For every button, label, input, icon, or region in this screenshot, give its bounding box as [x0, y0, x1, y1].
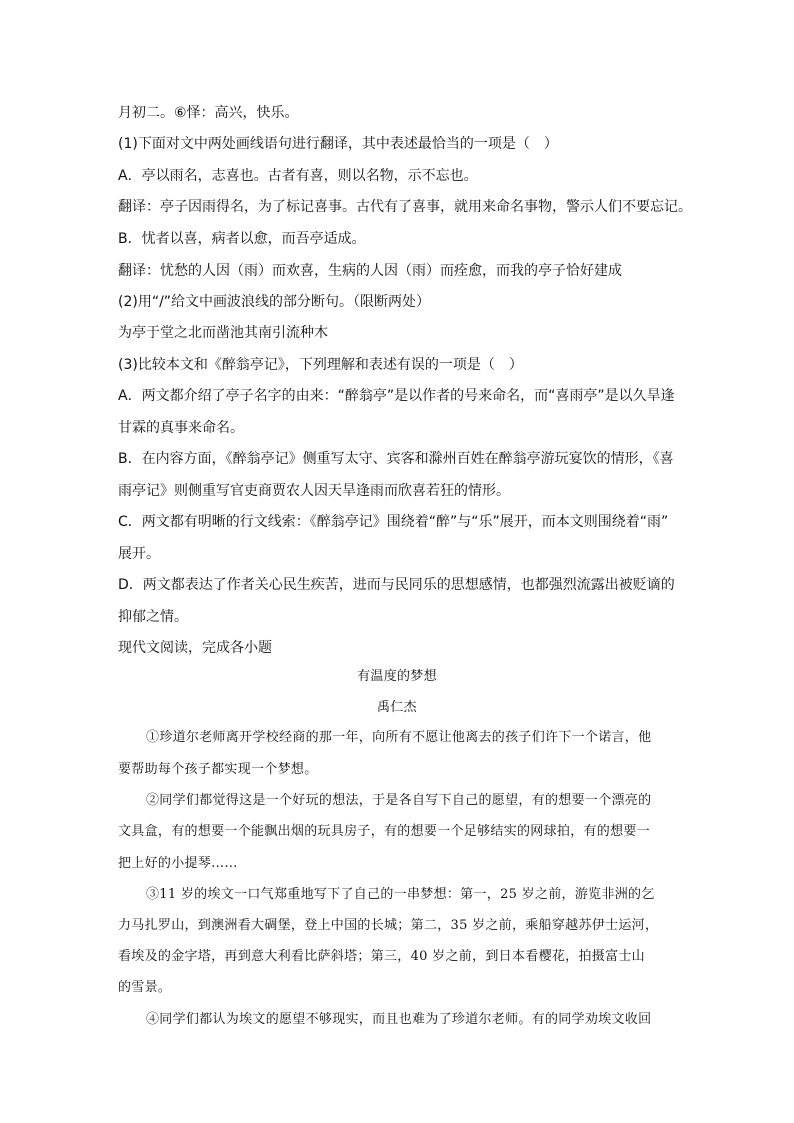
paragraph-1-line1: ①珍道尔老师离开学校经商的那一年，向所有不愿让他离去的孩子们许下一个诺言，他	[146, 730, 652, 745]
paragraph-3-line4: 的雪景。	[118, 980, 172, 995]
q3-option-b-line2: 雨亭记》则侧重写官吏商贾农人因天旱逢雨而欣喜若狂的情形。	[118, 483, 510, 499]
question-2-stem: (2)用“/”给文中画波浪线的部分断句。（限断两处）	[118, 294, 431, 310]
q3-option-a-line1: A．两文都介绍了亭子名字的由来：“醉翁亭”是以作者的号来命名，而“喜雨亭”是以久旱逢	[118, 388, 675, 404]
paragraph-2-line1: ②同学们都觉得这是一个好玩的想法，于是各自写下自己的愿望，有的想要一个漂亮的	[146, 793, 652, 808]
paragraph-3-line3: 看埃及的金字塔，再到意大利看比萨斜塔；第三，40 岁之前，到日本看樱花，拍摄富士山	[118, 949, 645, 964]
q3-option-b-line1: B．在内容方面，《醉翁亭记》侧重写太守、宾客和滁州百姓在醉翁亭游玩宴饮的情形，《喜	[118, 451, 674, 467]
q3-option-d-line2: 抑郁之情。	[118, 609, 188, 625]
paragraph-3-line1: ③11 岁的埃文一口气郑重地写下了自己的一串梦想：第一，25 岁之前，游览非洲的乞	[146, 887, 655, 902]
question-1-stem: (1)下面对文中两处画线语句进行翻译，其中表述最恰当的一项是（ ）	[118, 136, 558, 152]
paragraph-2-line2: 文具盒，有的想要一个能飘出烟的玩具房子，有的想要一个足够结实的网球拍，有的想要一	[118, 824, 651, 839]
article-title: 有温度的梦想	[357, 669, 437, 684]
section-intro: 现代文阅读，完成各小题	[118, 640, 272, 656]
option-a-translation: 翻译：亭子因雨得名，为了标记喜事。古代有了喜事，就用来命名事物，警示人们不要忘记。	[118, 199, 692, 215]
question-3-stem: (3)比较本文和《醉翁亭记》，下列理解和表述有误的一项是（ ）	[118, 357, 523, 373]
q3-option-c-line2: 展开。	[118, 546, 160, 562]
paragraph-3-line2: 力马扎罗山，到澳洲看大碉堡，登上中国的长城；第二，35 岁之前，乘船穿越苏伊士运河，	[118, 918, 659, 933]
q3-option-c-line1: C．两文都有明晰的行文线索：《醉翁亭记》围绕着“醉”与“乐”展开，而本文则围绕着“雨”	[118, 514, 669, 530]
option-a: A．亭以雨名，志喜也。古者有喜，则以名物，示不忘也。	[118, 168, 478, 184]
q3-option-a-line2: 甘霖的真事来命名。	[118, 420, 244, 436]
article-author: 禹仁杰	[377, 700, 417, 715]
q3-option-d-line1: D．两文都表达了作者关心民生疾苦，进而与民同乐的思想感情，也都强烈流露出被贬谪的	[118, 577, 675, 593]
paragraph-2-line3: 把上好的小提琴……	[118, 856, 238, 871]
paragraph-1-line2: 要帮助每个孩子都实现一个梦想。	[118, 762, 318, 777]
question-2-text: 为亭于堂之北而凿池其南引流种木	[118, 325, 328, 341]
paragraph-4-line1: ④同学们都认为埃文的愿望不够现实，而且也难为了珍道尔老师。有的同学劝埃文收回	[146, 1012, 652, 1027]
annotation-line: 月初二。⑥怿：高兴，快乐。	[118, 105, 299, 121]
option-b-translation: 翻译：忧愁的人因（雨）而欢喜，生病的人因（雨）而痊愈，而我的亭子恰好建成	[118, 263, 622, 279]
option-b: B．忧者以喜，病者以愈，而吾亭适成。	[118, 231, 366, 247]
